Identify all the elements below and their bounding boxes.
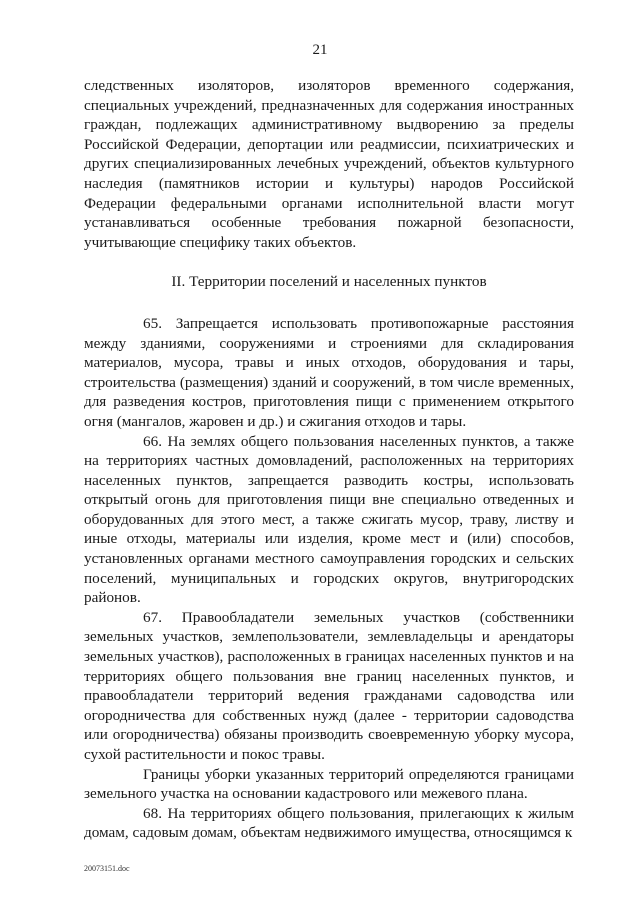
paragraph-68: 68. На территориях общего пользования, прилегающих к жилым домам, садовым домам, объектам недвижимого имущества, относящимся к xyxy=(84,804,574,842)
document-body xyxy=(84,76,574,843)
paragraph-66: 66. На землях общего пользования населенных пунктов, а также на территориях частных домовладений, расположенных на территориях населенных пунктов, запрещается разводить костры, использовать открытый огонь для приготовления пищи вне специально отведенных и оборудованных для этого мест, а также сжигать мусор, траву, листву и иные отходы, материалы или изделия, кроме мест и (или) способов, установленных органами местного самоуправления городских и сельских поселений, муниципальных и городских округов, внутригородских районов. xyxy=(84,432,574,607)
paragraph-67: 67. Правообладатели земельных участков (собственники земельных участков, землепользователи, землевладельцы и арендаторы земельных участков), расположенных в границах населенных пунктов и на территориях общего пользования вне границ населенных пунктов, и правообладатели территорий ведения гражданами садоводства или огородничества для собственных нужд (далее - территории садоводства или огородничества) обязаны производить своевременную уборку мусора, сухой растительности и покос травы. xyxy=(84,608,574,763)
continuation-paragraph: следственных изоляторов, изоляторов временного содержания, специальных учреждений, предназначенных для содержания иностранных граждан, подлежащих административному выдворению за пределы Российской Федерации, депортации или реадмиссии, психиатрических и других специализированных лечебных учреждений, объектов культурного наследия (памятников истории и культуры) народов Российской Федерации федеральными органами исполнительной власти могут устанавливаться особенные требования пожарной безопасности, учитывающие специфику таких объектов. xyxy=(84,77,574,251)
paragraph-67-boundaries: Границы уборки указанных территорий определяются границами земельного участка на основании кадастрового или межевого плана. xyxy=(84,765,574,803)
section-heading: II. Территории поселений и населенных пунктов xyxy=(171,273,487,291)
footer-filename: 20073151.doc xyxy=(84,864,130,873)
page-number: 21 xyxy=(312,42,328,58)
paragraph-65: 65. Запрещается использовать противопожарные расстояния между зданиями, сооружениями и строениями для складирования материалов, мусора, травы и иных отходов, оборудования и тары, строительства (размещения) зданий и сооружений, в том числе временных, для разведения костров, приготовления пищи с применением открытого огня (мангалов, жаровен и др.) и сжигания отходов и тары. xyxy=(84,314,574,430)
